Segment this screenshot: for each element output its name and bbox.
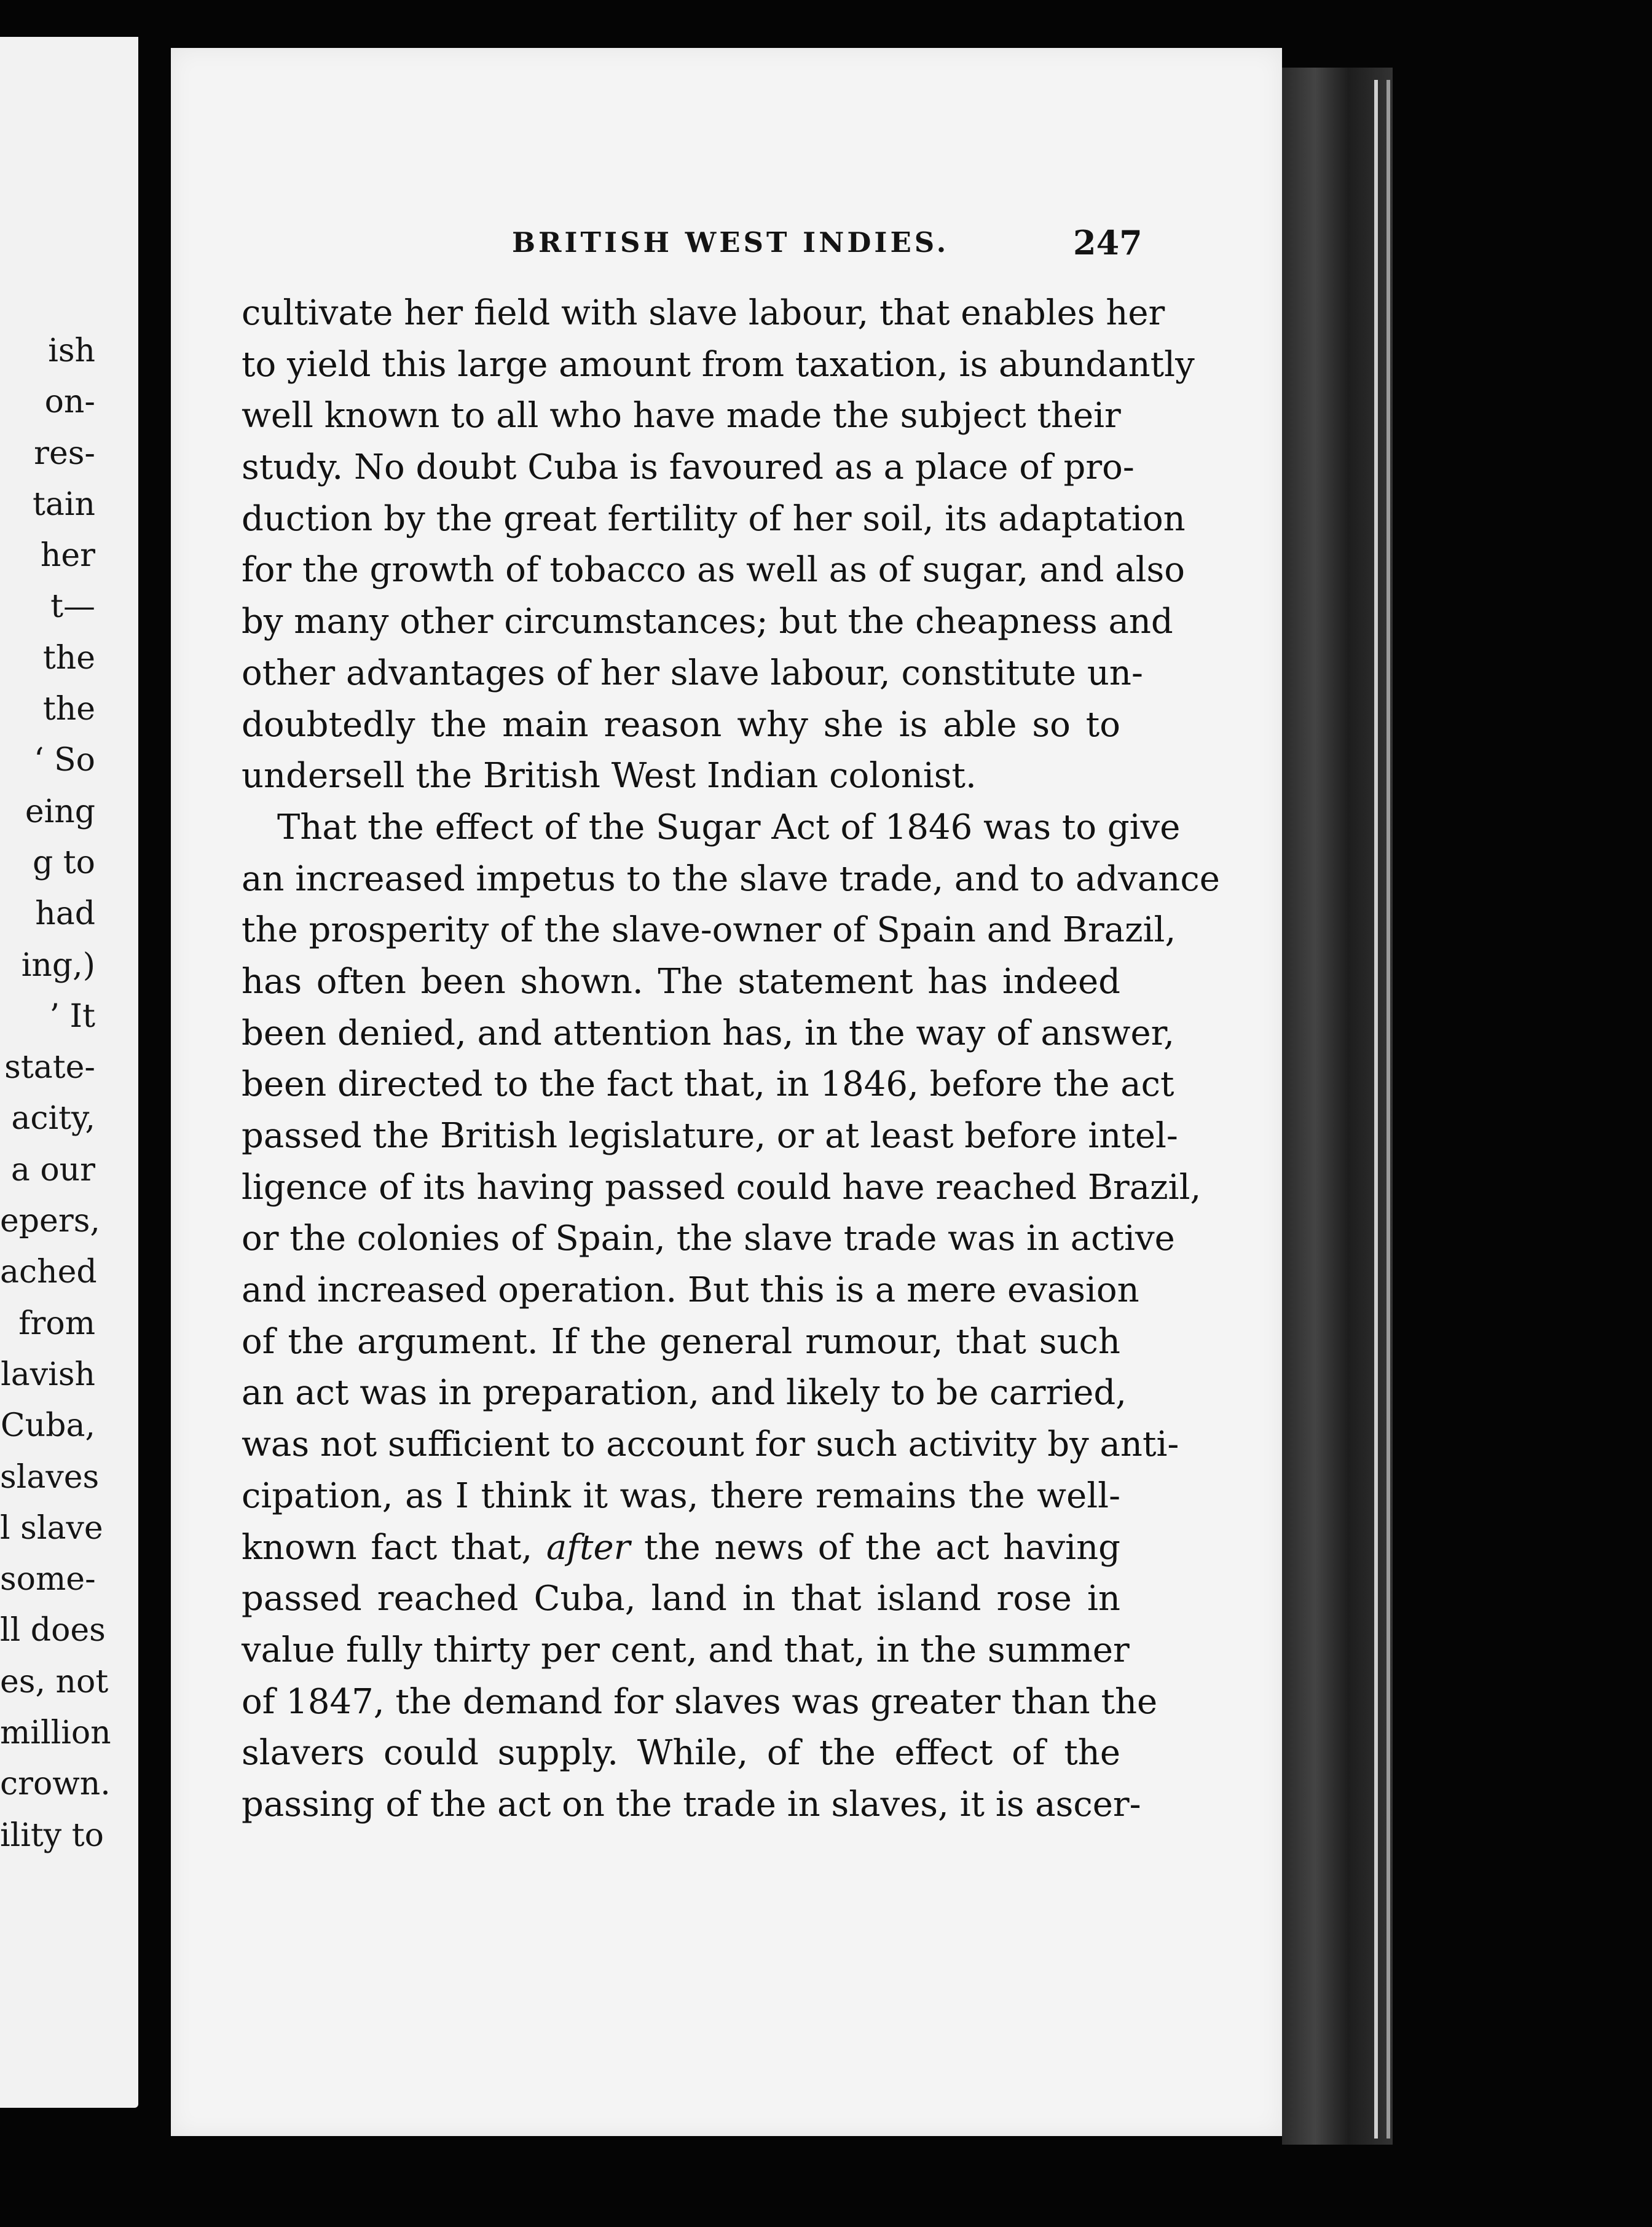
previous-page-fragment: her: [40, 537, 95, 575]
paragraph-2: [242, 802, 1220, 1831]
text-line: or the colonies of Spain, the slave trade was in active: [242, 1219, 1175, 1259]
text-segment: known fact that,: [242, 1527, 533, 1568]
text-line: was not sufficient to account for such activity by anti-: [242, 1424, 1179, 1465]
text-line: slavers could supply. While, of the effect of the: [242, 1733, 1120, 1773]
previous-page-fragment: slaves: [0, 1458, 100, 1496]
page-header: [171, 215, 1282, 270]
text-line: passed reached Cuba, land in that island rose in: [242, 1579, 1120, 1619]
italic-word: after: [546, 1527, 631, 1568]
text-line: well known to all who have made the subject their: [242, 396, 1121, 436]
previous-page-fragment: es, not: [0, 1663, 109, 1700]
previous-page-fragment: some-: [0, 1561, 96, 1598]
previous-page-fragment: Cuba,: [0, 1407, 95, 1445]
page-edge-highlight: [1374, 80, 1378, 2139]
page-edge-highlight: [1386, 80, 1390, 2139]
text-line: ligence of its having passed could have reached Brazil,: [242, 1167, 1202, 1208]
text-line: been directed to the fact that, in 1846, before the act: [242, 1064, 1174, 1105]
text-line: for the growth of tobacco as well as of sugar, and also: [242, 550, 1185, 591]
previous-page-fragment: ‘ So: [34, 742, 95, 779]
text-line: by many other circumstances; but the cheapness and: [242, 602, 1173, 642]
text-line: has often been shown. The statement has indeed: [242, 961, 1120, 1002]
text-segment: the news of the act having: [643, 1527, 1120, 1568]
text-line: passed the British legislature, or at least before intel-: [242, 1116, 1178, 1156]
previous-page-fragment: ached: [0, 1254, 97, 1291]
previous-page-fragment: from: [18, 1305, 95, 1342]
text-line: the prosperity of the slave-owner of Spain and Brazil,: [242, 910, 1176, 951]
previous-page-fragment: ility to: [0, 1817, 104, 1854]
body-text: [242, 288, 1220, 1831]
previous-page-fragment: lavish: [1, 1356, 95, 1393]
text-line: doubtedly the main reason why she is able so to: [242, 704, 1120, 745]
previous-page-fragment: had: [35, 895, 95, 933]
previous-page-fragment: eing: [25, 793, 95, 830]
text-line: duction by the great fertility of her soil, its adaptation: [242, 498, 1186, 539]
previous-page-fragment: ll does: [0, 1612, 106, 1649]
text-line: other advantages of her slave labour, constitute un-: [242, 653, 1143, 693]
previous-page-fragment: on-: [44, 383, 95, 421]
text-line: to yield this large amount from taxation, is abundantly: [242, 344, 1195, 385]
paragraph-1: [242, 288, 1195, 802]
previous-page-fragment: million: [0, 1714, 111, 1752]
previous-page-fragment: crown.: [0, 1765, 111, 1803]
book-page: [171, 48, 1282, 2136]
text-line: of the argument. If the general rumour, that such: [242, 1321, 1120, 1362]
previous-page-fragment: ing,): [21, 946, 95, 984]
previous-page-edge: [0, 37, 138, 2108]
text-line: That the effect of the Sugar Act of 1846 was to give: [277, 807, 1181, 847]
previous-page-fragment: g to: [32, 844, 95, 881]
previous-page-fragment: l slave: [0, 1509, 103, 1547]
previous-page-fragment: epers,: [0, 1203, 100, 1240]
page-number: 247: [1073, 223, 1143, 262]
text-line: study. No doubt Cuba is favoured as a place of pro-: [242, 447, 1135, 488]
text-line: of 1847, the demand for slaves was greater than the: [242, 1681, 1158, 1722]
text-line: an increased impetus to the slave trade, and to advance: [242, 858, 1220, 899]
previous-page-fragment: t—: [50, 588, 95, 626]
previous-page-fragment: the: [42, 639, 95, 677]
text-line: an act was in preparation, and likely to be carried,: [242, 1373, 1127, 1413]
text-line: and increased operation. But this is a mere evasion: [242, 1270, 1139, 1311]
previous-page-fragment: a our: [10, 1151, 95, 1188]
previous-page-fragment: res-: [34, 434, 95, 472]
previous-page-fragment: the: [42, 691, 95, 728]
previous-page-fragment: acity,: [11, 1100, 95, 1137]
previous-page-fragment: tain: [32, 485, 95, 523]
text-line: undersell the British West Indian colonist.: [242, 756, 977, 796]
previous-page-fragment: ’ It: [49, 997, 95, 1035]
previous-page-fragment: ish: [48, 332, 95, 369]
text-line: passing of the act on the trade in slaves, it is ascer-: [242, 1784, 1141, 1824]
previous-page-text-fragments: [0, 326, 138, 1861]
text-line: been denied, and attention has, in the way of answer,: [242, 1013, 1175, 1053]
previous-page-fragment: state-: [4, 1049, 95, 1086]
text-line: cultivate her field with slave labour, that enables her: [242, 293, 1165, 333]
text-line-with-italic: [242, 1522, 1120, 1574]
text-line: cipation, as I think it was, there remains the well-: [242, 1475, 1120, 1516]
text-line: value fully thirty per cent, and that, in the summer: [242, 1630, 1130, 1670]
running-head: BRITISH WEST INDIES.: [512, 226, 950, 259]
